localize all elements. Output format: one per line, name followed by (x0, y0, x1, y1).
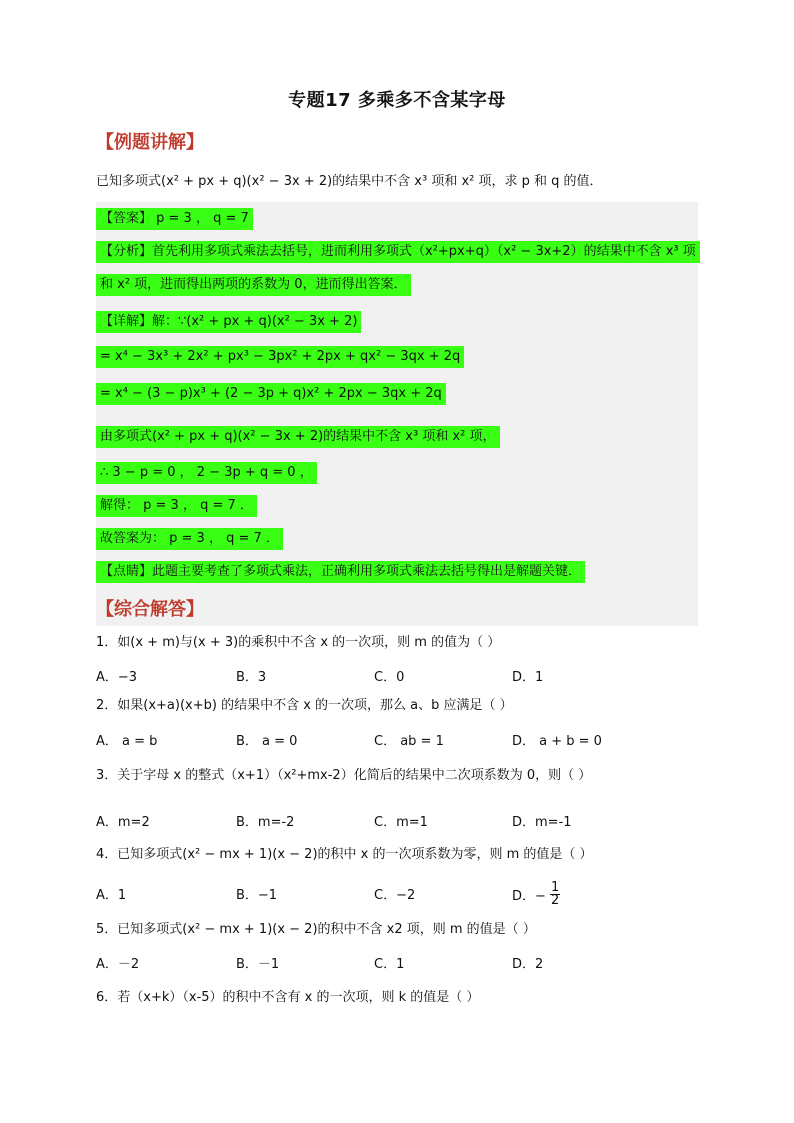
question-3-options (96, 811, 636, 829)
option-d: D．2 (512, 957, 544, 972)
question-6: 6．若（x+k）（x-5）的积中不含有 x 的一次项，则 k 的值是（ ） (96, 990, 480, 1005)
option-d (512, 880, 560, 909)
question-3: 3．关于字母 x 的整式（x+1）（x²+mx-2）化简后的结果中二次项系数为 0，则（ ） (96, 768, 592, 783)
option-c: C．1 (374, 957, 405, 972)
option-d: D．m=-1 (512, 815, 572, 830)
question-2: 2．如果(x+a)(x+b) 的结果中不含 x 的一次项，那么 a、b 应满足（ ） (96, 698, 513, 713)
section-heading-example: 【例题讲解】 (96, 132, 204, 153)
detail-line-7: 故答案为： p = 3 ， q = 7 ． (96, 528, 283, 550)
section-heading-comprehensive: 【综合解答】 (96, 599, 204, 620)
page-title: 专题17 多乘多不含某字母 (288, 90, 506, 111)
question-4: 4．已知多项式(x² − mx + 1)(x − 2)的积中 x 的一次项系数为零，则 m 的值是（ ） (96, 847, 593, 862)
detail-line-3: = x⁴ − (3 − p)x³ + (2 − 3p + q)x² + 2px − 3qx + 2q (96, 383, 446, 405)
option-c: C．−2 (374, 888, 416, 903)
detail-line-4: 由多项式(x² + px + q)(x² − 3x + 2)的结果中不含 x³ 项和 x² 项， (96, 426, 500, 448)
detail-line-2: = x⁴ − 3x³ + 2x² + px³ − 3px² + 2px + qx² − 3qx + 2q (96, 346, 464, 368)
detail-line-1: 【详解】解：∵(x² + px + q)(x² − 3x + 2) (96, 311, 361, 333)
analysis-line-2: 和 x² 项，进而得出两项的系数为 0，进而得出答案． (96, 274, 411, 296)
question-4-options (96, 880, 636, 908)
option-b: B． a = 0 (236, 734, 298, 749)
option-b: B．m=-2 (236, 815, 295, 830)
comment-line: 【点睛】此题主要考查了多项式乘法，正确利用多项式乘法去括号得出是解题关键． (96, 561, 585, 583)
option-c: C．m=1 (374, 815, 428, 830)
option-a: A．m=2 (96, 815, 150, 830)
question-5: 5．已知多项式(x² − mx + 1)(x − 2)的积中不含 x2 项，则 m 的值是（ ） (96, 922, 536, 937)
option-a: A．－2 (96, 957, 140, 972)
question-5-options (96, 953, 636, 971)
question-2-options (96, 730, 636, 748)
option-c: C．0 (374, 670, 405, 685)
option-d: D．1 (512, 670, 544, 685)
option-b: B．−1 (236, 888, 278, 903)
option-b: B．－1 (236, 957, 280, 972)
option-b: B．3 (236, 670, 267, 685)
option-a: A．−3 (96, 670, 138, 685)
question-1-options (96, 666, 636, 684)
option-a: A． a = b (96, 734, 158, 749)
question-1: 1．如(x + m)与(x + 3)的乘积中不含 x 的一次项，则 m 的值为（ ） (96, 635, 501, 650)
detail-line-5: ∴ 3 − p = 0 ， 2 − 3p + q = 0 ， (96, 462, 317, 484)
example-question: 已知多项式(x² + px + q)(x² − 3x + 2)的结果中不含 x³ 项和 x² 项，求 p 和 q 的值． (96, 174, 603, 189)
analysis-line-1: 【分析】首先利用多项式乘法去括号，进而利用多项式（x²+px+q）（x² − 3x+2）的结果中不含 x³ 项 (96, 241, 700, 263)
option-d-label: D．− (512, 889, 546, 904)
option-d: D． a + b = 0 (512, 734, 602, 749)
answer-line: 【答案】 p = 3 ， q = 7 (96, 208, 253, 230)
fraction-denominator: 2 (551, 893, 560, 908)
option-c: C． ab = 1 (374, 734, 444, 749)
fraction (550, 882, 560, 907)
detail-line-6: 解得： p = 3 ， q = 7 ． (96, 495, 257, 517)
option-a: A．1 (96, 888, 127, 903)
fraction-numerator: 1 (551, 880, 560, 895)
